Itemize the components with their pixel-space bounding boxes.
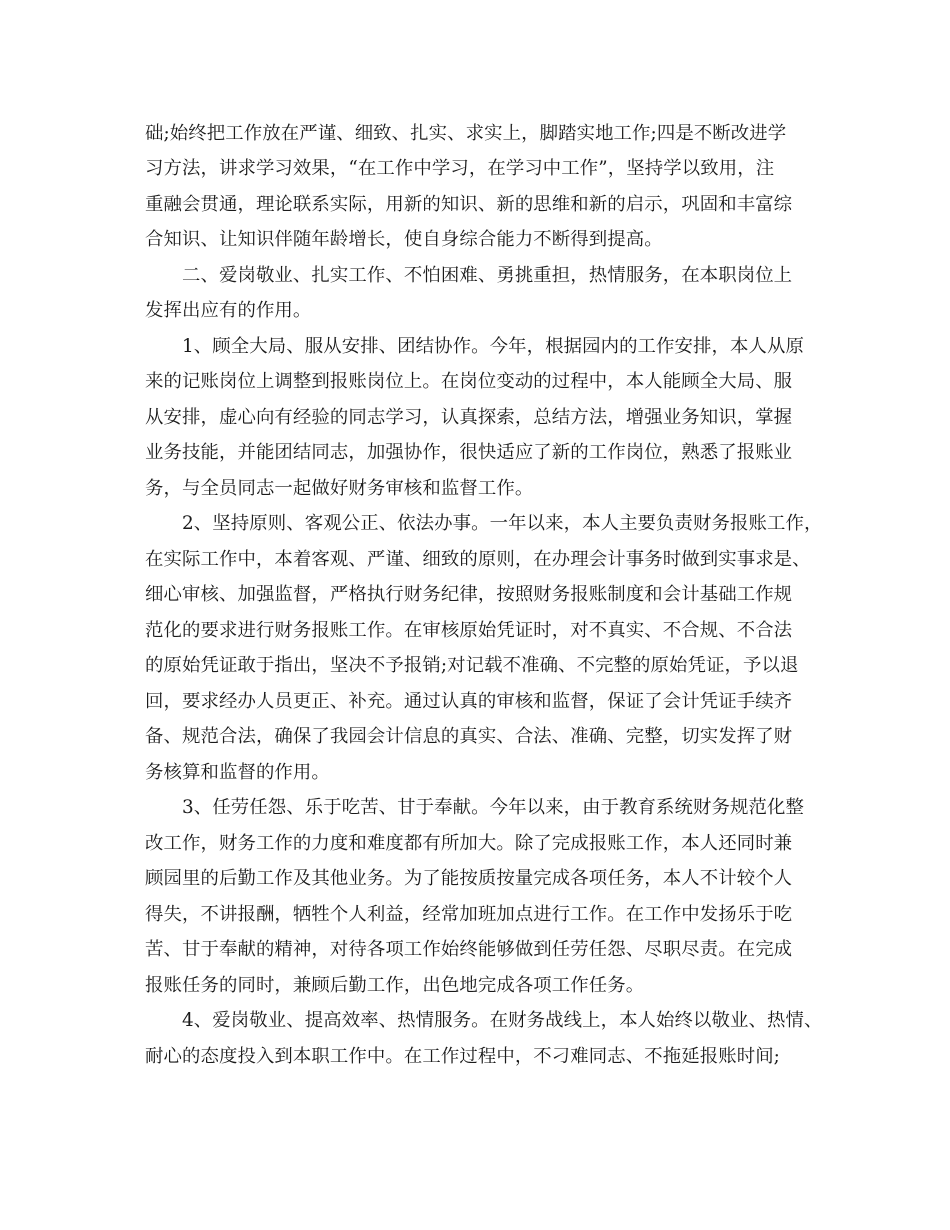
text-line: 备、规范合法，确保了我园会计信息的真实、合法、准确、完整，切实发挥了财 [145,726,793,747]
text-line: 顾园里的后勤工作及其他业务。为了能按质按量完成各项任务，本人不计较个人 [145,868,793,889]
text-line: 务，与全员同志一起做好财务审核和监督工作。 [145,478,534,499]
text-line: 务核算和监督的作用。 [145,762,330,783]
text-line: 重融会贯通，理论联系实际，用新的知识、新的思维和新的启示，巩固和丰富综 [145,194,793,215]
text-line: 业务技能，并能团结同志，加强协作，很快适应了新的工作岗位，熟悉了报账业 [145,442,793,463]
text-line: 耐心的态度投入到本职工作中。在工作过程中，不刁难同志、不拖延报账时间; [145,1046,780,1067]
text-line: 习方法，讲求学习效果，“在工作中学习，在学习中工作”，坚持学以致用，注 [145,158,775,179]
text-line: 改工作，财务工作的力度和难度都有所加大。除了完成报账工作，本人还同时兼 [145,833,793,854]
text-line: 合知识、让知识伴随年龄增长，使自身综合能力不断得到提高。 [145,229,663,250]
text-line: 从安排，虚心向有经验的同志学习，认真探索，总结方法，增强业务知识，掌握 [145,407,793,428]
text-line: 苦、甘于奉献的精神，对待各项工作始终能够做到任劳任怨、尽职尽责。在完成 [145,939,793,960]
text-line: 3、任劳任怨、乐于吃苦、甘于奉献。今年以来，由于教育系统财务规范化整 [145,797,804,818]
text-line: 细心审核、加强监督，严格执行财务纪律，按照财务报账制度和会计基础工作规 [145,584,793,605]
text-line: 4、爱岗敬业、提高效率、热情服务。在财务战线上，本人始终以敬业、热情、 [145,1010,823,1031]
text-line: 1、顾全大局、服从安排、团结协作。今年，根据园内的工作安排，本人从原 [145,336,804,357]
text-line: 在实际工作中，本着客观、严谨、细致的原则，在办理会计事务时做到实事求是、 [145,549,811,570]
text-line: 的原始凭证敢于指出，坚决不予报销;对记载不准确、不完整的原始凭证，予以退 [145,655,799,676]
text-line: 二、爱岗敬业、扎实工作、不怕困难、勇挑重担，热情服务，在本职岗位上 [145,265,793,286]
text-line: 回，要求经办人员更正、补充。通过认真的审核和监督，保证了会计凭证手续齐 [145,691,793,712]
text-line: 发挥出应有的作用。 [145,300,312,321]
text-line: 报账任务的同时，兼顾后勤工作，出色地完成各项工作任务。 [145,975,645,996]
text-line: 2、坚持原则、客观公正、依法办事。一年以来，本人主要负责财务报账工作， [145,513,823,534]
text-line: 础;始终把工作放在严谨、细致、扎实、求实上，脚踏实地工作;四是不断改进学 [145,123,787,144]
text-line: 范化的要求进行财务报账工作。在审核原始凭证时，对不真实、不合规、不合法 [145,620,793,641]
text-line: 来的记账岗位上调整到报账岗位上。在岗位变动的过程中，本人能顾全大局、服 [145,371,793,392]
text-line: 得失，不讲报酬，牺牲个人利益，经常加班加点进行工作。在工作中发扬乐于吃 [145,904,793,925]
